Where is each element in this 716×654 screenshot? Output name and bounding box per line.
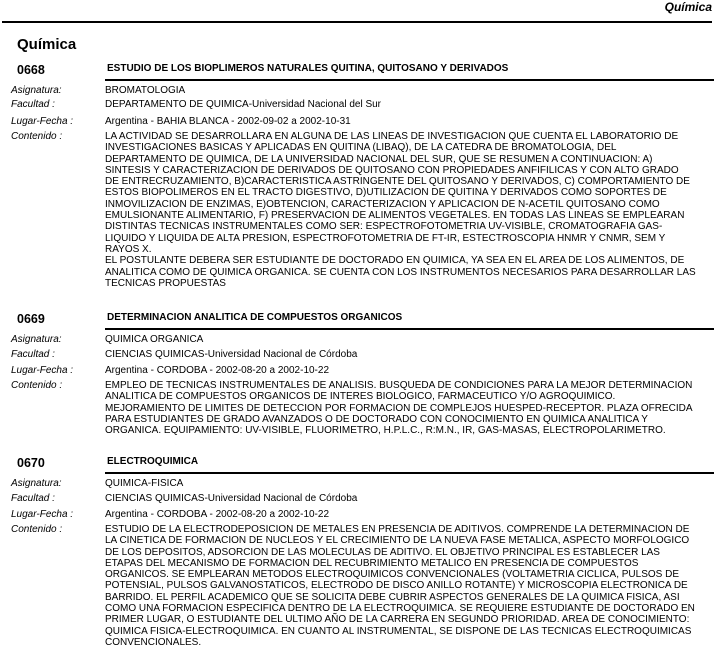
entry-divider bbox=[105, 328, 714, 330]
lugar-fecha-value: Argentina - CORDOBA - 2002-08-20 a 2002-10-22 bbox=[105, 365, 330, 376]
facultad-value: DEPARTAMENTO DE QUIMICA-Universidad Nacional del Sur bbox=[105, 99, 382, 110]
facultad-label: Facultad : bbox=[11, 99, 55, 110]
lugar-fecha-label: Lugar-Fecha : bbox=[11, 365, 74, 376]
asignatura-value: QUIMICA ORGANICA bbox=[105, 334, 204, 345]
asignatura-label: Asignatura: bbox=[11, 85, 62, 96]
entry-title: ELECTROQUIMICA bbox=[107, 456, 199, 467]
contenido-label: Contenido : bbox=[11, 380, 63, 391]
lugar-fecha-value: Argentina - BAHIA BLANCA - 2002-09-02 a 2002-10-31 bbox=[105, 116, 351, 127]
entry-code: 0670 bbox=[17, 456, 45, 470]
contenido-label: Contenido : bbox=[11, 131, 63, 142]
entry-divider bbox=[105, 472, 714, 474]
asignatura-label: Asignatura: bbox=[11, 478, 62, 489]
facultad-value: CIENCIAS QUIMICAS-Universidad Nacional de Córdoba bbox=[105, 493, 358, 504]
facultad-label: Facultad : bbox=[11, 493, 55, 504]
entry-code: 0668 bbox=[17, 63, 45, 77]
contenido-text: LA ACTIVIDAD SE DESARROLLARA EN ALGUNA DE LAS LINEAS DE INVESTIGACION QUE CUENTA EL LABORATORIO DE INVESTIGACIONES BASICAS Y APLICADAS EN QUITINA (LIBAQ), DE LA CATEDRA DE BROMATOLOGIA, DEL DEPARTAMENTO DE QUIMICA, DE LA UNIVERSIDAD NACIONAL DEL SUR, QUE SE RESUMEN A CONTINUACION: A) SINTESIS Y CARACTERIZACION DE DERIVADOS DE QUITOSANO CON PROPIEDADES ANFIFILICAS Y CON ALTO GRADO DE ENTRECRUZAMIENTO, B)CARACTERISTICA ASTRINGENTE DEL QUITOSANO Y DERIVADOS, C) COMPORTAMIENTO DE ESTOS BIOPOLIMEROS EN EL TRACTO DIGESTIVO, D)UTILIZACION DE QUITINA Y DERIVADOS COMO SOPORTES DE INMOVILIZACION DE ENZIMAS, E)OBTENCION, CARACTERIZACION Y APLICACION DE N-ACETIL QUITOSANO COMO EMULSIONANTE ALIMENTARIO, F) PRESERVACION DE ALIMENTOS VEGETALES. EN TODAS LAS LINEAS SE EMPLEARAN DISTINTAS TECNICAS INSTRUMENTALES COMO SER: ESPECTROFOTOMETRIA UV-VISIBLE, CROMATOGRAFIA GAS- LIQUIDO Y LIQUIDA DE ALTA PRESION, ESPECTROFOTOMETRIA DE FT-IR, ESTECTROSCOPIA HNMR Y CNMR, SEM Y RAYOS X. EL POSTULANTE DEBERA SER ESTUDIANTE DE DOCTORADO EN QUIMICA, YA SEA EN EL AREA DE LOS ALIMENTOS, DE ANALITICA COMO DE QUIMICA ORGANICA. SE CUENTA CON LOS INSTRUMENTOS NECESARIOS PARA DESARROLLAR LAS TECNICAS PROPUESTAS bbox=[105, 131, 696, 289]
entry-code: 0669 bbox=[17, 312, 45, 326]
facultad-label: Facultad : bbox=[11, 349, 55, 360]
header-category: Química bbox=[664, 0, 712, 14]
contenido-label: Contenido : bbox=[11, 524, 63, 535]
header-divider bbox=[2, 21, 712, 23]
lugar-fecha-label: Lugar-Fecha : bbox=[11, 509, 74, 520]
contenido-text: EMPLEO DE TECNICAS INSTRUMENTALES DE ANALISIS. BUSQUEDA DE CONDICIONES PARA LA MEJOR DETERMINACION ANALITICA DE COMPUESTOS ORGANICOS DE INTERES BIOLOGICO, FARMACEUTICO Y/O AGROQUIMICO. MEJORAMIENTO DE LIMITES DE DETECCION POR FORMACION DE COMPLEJOS HUESPED-RECEPTOR. PLAZA OFRECIDA PARA ESTUDIANTES DE GRADO AVANZADOS O DE DOCTORADO CON CONOCIMIENTO EN QUIMICA ANALITICA Y ORGANICA. EQUIPAMIENTO: UV-VISIBLE, FLUORIMETRO, H.P.L.C., R:M.N., IR, GAS-MASAS, ELECTROPOLARIMETRO. bbox=[105, 380, 693, 437]
asignatura-value: QUIMICA-FISICA bbox=[105, 478, 184, 489]
contenido-text: ESTUDIO DE LA ELECTRODEPOSICION DE METALES EN PRESENCIA DE ADITIVOS. COMPRENDE LA DETERMINACION DE LA CINETICA DE FORMACION DE NUCLEOS Y EL CRECIMIENTO DE LA NUEVA FASE METALICA, ASPECTO MORFOLOGICO DE LOS DEPOSITOS, ADSORCION DE LAS MOLECULAS DE ADITIVO. EL OBJETIVO PRINCIPAL ES ESTABLECER LAS ETAPAS DEL MECANISMO DE FORMACION DEL RECUBRIMIENTO METALICO EN PRESENCIA DE COMPUESTOS ORGANICOS. SE EMPLEARAN METODOS ELECTROQUIMICOS CONVENCIONALES (VOLTAMETRIA CICLICA, PULSOS DE POTENSIAL, PULSOS GALVANOSTATICOS, ELECTRODO DE DISCO ANILLO ROTANTE) Y MICROSCOPIA ELECTRONICA DE BARRIDO. EL PERFIL ACADEMICO QUE SE SOLICITA DEBE CUBRIR ASPECTOS GENERALES DE LA QUIMICA FISICA, ASI COMO UNA FORMACION ESPECIFICA DENTRO DE LA ELECTROQUIMICA. SE REQUIERE ESTUDIANTE DE DOCTORADO EN PRIMER LUGAR, O ESTUDIANTE DEL ULTIMO AÑO DE LA CARRERA EN SEGUNDO PRIORIDAD. AREA DE CONOCIMIENTO: QUIMICA FISICA-ELECTROQUIMICA. EN CUANTO AL INSTRUMENTAL, SE DISPONE DE LAS TECNICAS ELECTROQUIMICAS CONVENCIONALES. bbox=[105, 524, 695, 648]
facultad-value: CIENCIAS QUIMICAS-Universidad Nacional de Córdoba bbox=[105, 349, 358, 360]
entry-divider bbox=[105, 79, 714, 81]
section-title: Química bbox=[17, 36, 77, 53]
entry-title: ESTUDIO DE LOS BIOPLIMEROS NATURALES QUITINA, QUITOSANO Y DERIVADOS bbox=[107, 63, 509, 74]
asignatura-value: BROMATOLOGIA bbox=[105, 85, 186, 96]
lugar-fecha-label: Lugar-Fecha : bbox=[11, 116, 74, 127]
lugar-fecha-value: Argentina - CORDOBA - 2002-08-20 a 2002-10-22 bbox=[105, 509, 330, 520]
asignatura-label: Asignatura: bbox=[11, 334, 62, 345]
entry-title: DETERMINACION ANALITICA DE COMPUESTOS ORGANICOS bbox=[107, 312, 403, 323]
